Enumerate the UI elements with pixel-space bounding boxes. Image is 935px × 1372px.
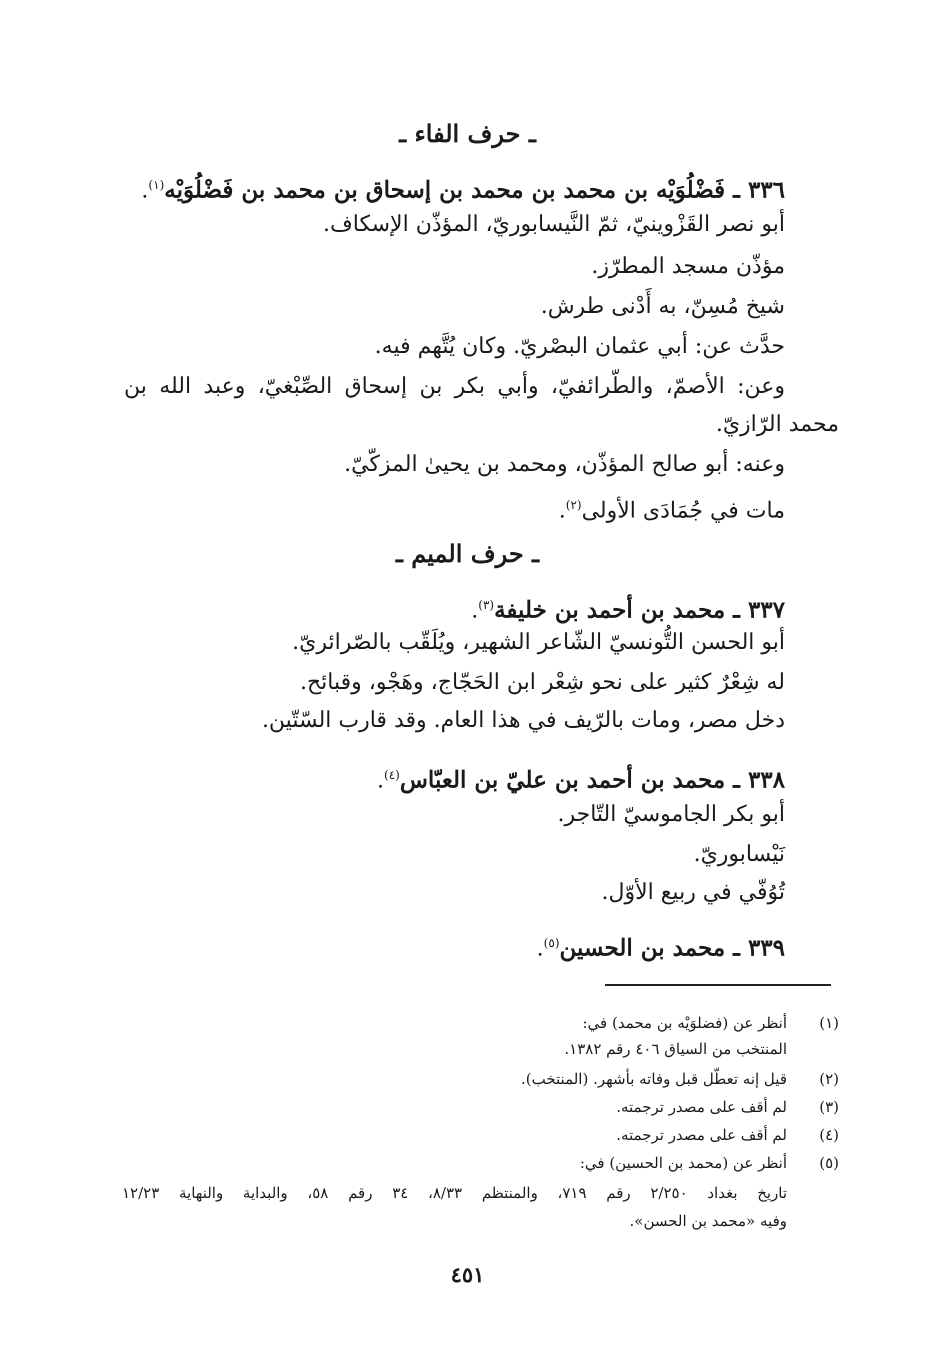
footnote-text: قيل إنه تعطّل قبل وفاته بأشهر. (المنتخب). [520,1070,787,1088]
footnote-4 [120,1122,839,1148]
entry-336-title-text: ٣٣٦ ـ فَضْلُوَيْه بن محمد بن محمد بن إسحاق بن محمد بن فَضْلُوَيْه [164,176,785,204]
footnote-5-cont-1: تاريخ بغداد ٢/٢٥٠ رقم ٧١٩، والمنتظم ٨/٣٣، ٣٤ رقم ٥٨، والبداية والنهاية ١٢/٢٣ [122,1184,788,1202]
footnote-number: (٢) [819,1070,839,1088]
entry-337-line-3: دخل مصر، ومات بالرّيف في هذا العام. وقد قارب السّتّين. [261,708,785,733]
entry-336-line-2: مؤذّن مسجد المطرّز. [591,254,785,279]
entry-336-line-6: محمد الرّازيّ. [715,412,839,437]
entry-336-last-text: مات في جُمَادَى الأولى [581,498,785,524]
footnote-number: (٣) [819,1098,839,1116]
entry-337-title-text: ٣٣٧ ـ محمد بن أحمد بن خليفة [494,596,785,624]
entry-338-title-text: ٣٣٨ ـ محمد بن أحمد بن عليّ بن العبّاس [399,766,785,794]
entry-338-line-2: نَيْسابوريّ. [693,842,785,867]
footnote-text: أنظر عن (فضلوَيْه بن محمد) في: [582,1014,787,1032]
footnote-text: لم أقف على مصدر ترجمته. [616,1098,787,1116]
entry-337-line-2: له شِعْرٌ كثير على نحو شِعْر ابن الحَجّاج، وهَجْو، وقبائح. [299,670,785,695]
footnote-number: (٥) [819,1154,839,1172]
footnote-5-cont-2: وفيه «محمد بن الحسن». [629,1212,787,1230]
entry-339-title [80,926,785,966]
footnote-1-cont: المنتخب من السياق ٤٠٦ رقم ١٣٨٢. [564,1040,787,1058]
entry-339-title-end: . [536,936,544,962]
footnote-1 [120,1010,839,1036]
entry-337-title-end: . [471,598,479,624]
entry-338-line-1: أبو بكر الجاموسيّ التّاجر. [557,802,785,827]
entry-336-title-end: . [141,178,149,204]
footnote-divider [605,984,831,986]
section-heading-fa: ـ حرف الفاء ـ [399,119,536,148]
footnote-3 [120,1094,839,1120]
entry-338-line-3: تُوُفّي في ربيع الأوّل. [601,880,785,905]
entry-336-line-8 [80,488,785,528]
entry-339-title-text: ٣٣٩ ـ محمد بن الحسين [559,934,785,962]
footnote-ref-4[interactable]: (٤) [384,768,400,782]
entry-336-line-1: أبو نصر القَزْوينيّ، ثمّ النَّيسابوريّ، المؤذّن الإسكاف. [322,212,785,237]
page-number: ٤٥١ [450,1262,485,1287]
footnote-number: (٤) [819,1126,839,1144]
footnote-text: أنظر عن (محمد بن الحسين) في: [579,1154,787,1172]
entry-336-line-7: وعنه: أبو صالح المؤذّن، ومحمد بن يحيىٰ المزكّيّ. [344,452,785,477]
footnote-number: (١) [819,1014,839,1032]
footnote-text: لم أقف على مصدر ترجمته. [616,1126,787,1144]
entry-336-title [80,168,785,208]
footnote-ref-1[interactable]: (١) [148,178,165,192]
footnote-ref-3[interactable]: (٣) [478,598,495,612]
entry-336-line-4: حدَّث عن: أبي عثمان البصْريّ. وكان يُتَّهم فيه. [374,334,785,359]
section-heading-mim: ـ حرف الميم ـ [395,539,540,568]
footnote-2 [120,1066,839,1092]
entry-337-line-1: أبو الحسن التُّونسيّ الشّاعر الشهير، ويُلَقّب بالصّرائريّ. [292,630,785,655]
entry-336-last-end: . [558,498,566,524]
entry-336-line-5: وعن: الأصمّ، والطّرائفيّ، وأبي بكر بن إسحاق الصِّبْغيّ، وعبد الله بن [124,374,785,399]
entry-338-title-end: . [377,768,385,794]
entry-337-title [80,588,785,628]
footnote-ref-5[interactable]: (٥) [543,936,560,950]
entry-336-line-3: شيخ مُسِنّ، به أَدْنى طرش. [540,294,785,319]
footnote-5 [120,1150,839,1176]
entry-338-title [80,758,785,798]
footnote-ref-2[interactable]: (٢) [565,498,582,512]
